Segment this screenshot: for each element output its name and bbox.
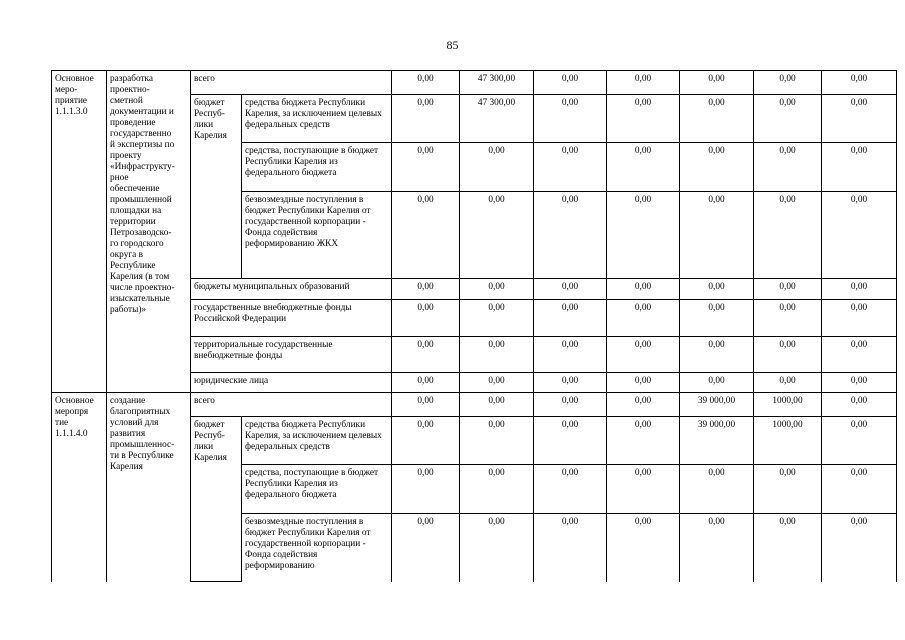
amount-cell: 0,00 (392, 71, 460, 95)
amount-cell: 0,00 (534, 465, 607, 514)
text-line: обеспечение (110, 184, 160, 194)
text-line: ти в Республике (110, 451, 174, 461)
amount-cell: 0,00 (607, 514, 680, 582)
funding-source-group (191, 95, 242, 279)
amount-cell: 0,00 (607, 143, 680, 192)
amount-cell: 0,00 (534, 143, 607, 192)
text-line: документации и (110, 107, 174, 117)
table-row (52, 71, 897, 95)
text-line: Карелия (194, 131, 227, 141)
amount-cell: 0,00 (392, 95, 460, 143)
measure-description (107, 393, 191, 582)
text-line: приятие (55, 96, 88, 106)
amount-cell: 0,00 (607, 337, 680, 373)
text-line: Респуб- (194, 431, 225, 441)
amount-cell: 0,00 (822, 143, 897, 192)
text-line: площадки на (110, 206, 162, 216)
text-line: Карелия (в том (110, 272, 170, 282)
text-line: работы)» (110, 305, 147, 315)
amount-cell: 0,00 (607, 71, 680, 95)
amount-cell: 0,00 (754, 143, 822, 192)
amount-cell: 0,00 (754, 465, 822, 514)
text-line: бюджет (194, 420, 225, 430)
text-line: й экспертизы по (110, 140, 175, 150)
funding-source: всего (191, 71, 392, 95)
amount-cell: 0,00 (680, 514, 754, 582)
amount-cell: 0,00 (392, 417, 460, 465)
amount-cell: 0,00 (607, 300, 680, 337)
funding-source: государственные внебюджетные фонды Российской Федерации (191, 300, 392, 337)
amount-cell: 0,00 (534, 300, 607, 337)
text-line: промышленнос- (110, 440, 175, 450)
funding-subsource: средства бюджета Республики Карелия, за исключением целевых федеральных средств (242, 95, 392, 143)
amount-cell: 0,00 (534, 192, 607, 279)
text-line: тие (55, 418, 69, 428)
amount-cell: 0,00 (392, 465, 460, 514)
amount-cell: 0,00 (392, 300, 460, 337)
amount-cell: 0,00 (680, 143, 754, 192)
amount-cell: 0,00 (754, 192, 822, 279)
amount-cell: 0,00 (822, 417, 897, 465)
funding-subsource: средства, поступающие в бюджет Республики Карелия из федерального бюджета (242, 465, 392, 514)
amount-cell: 0,00 (607, 393, 680, 417)
text-line: бюджет (194, 98, 225, 108)
amount-cell: 0,00 (460, 300, 534, 337)
amount-cell: 0,00 (822, 71, 897, 95)
amount-cell: 0,00 (680, 465, 754, 514)
amount-cell: 0,00 (822, 337, 897, 373)
amount-cell: 0,00 (822, 393, 897, 417)
amount-cell: 0,00 (754, 300, 822, 337)
text-line: меропря (55, 407, 89, 417)
page-number: 85 (446, 38, 459, 52)
text-line: благоприятных (110, 407, 171, 417)
measure-code (52, 393, 107, 582)
amount-cell: 47 300,00 (460, 95, 534, 143)
amount-cell: 0,00 (534, 71, 607, 95)
amount-cell: 0,00 (392, 514, 460, 582)
amount-cell: 0,00 (822, 373, 897, 393)
amount-cell: 0,00 (822, 300, 897, 337)
amount-cell: 0,00 (754, 337, 822, 373)
text-line: Карелия (194, 453, 227, 463)
text-line: сметной (110, 96, 143, 106)
text-line: Респуб- (194, 109, 225, 119)
text-line: «Инфраструкту- (110, 162, 175, 172)
amount-cell: 0,00 (607, 373, 680, 393)
amount-cell: 0,00 (392, 143, 460, 192)
amount-cell: 0,00 (607, 465, 680, 514)
funding-source-group (191, 417, 242, 582)
measure-code (52, 71, 107, 393)
measure-description (107, 71, 191, 393)
amount-cell: 1000,00 (754, 417, 822, 465)
amount-cell: 0,00 (534, 393, 607, 417)
amount-cell: 0,00 (754, 514, 822, 582)
amount-cell: 0,00 (822, 279, 897, 300)
text-line: Республике (110, 261, 156, 271)
text-line: Карелия (110, 462, 143, 472)
amount-cell: 0,00 (534, 514, 607, 582)
amount-cell: 0,00 (822, 465, 897, 514)
amount-cell: 0,00 (754, 95, 822, 143)
amount-cell: 0,00 (534, 373, 607, 393)
text-line: изыскательные (110, 294, 170, 304)
amount-cell: 0,00 (460, 514, 534, 582)
amount-cell: 0,00 (607, 192, 680, 279)
amount-cell: 0,00 (460, 337, 534, 373)
amount-cell: 0,00 (460, 143, 534, 192)
funding-source: юридические лица (191, 373, 392, 393)
amount-cell: 0,00 (680, 192, 754, 279)
text-line: рное (110, 173, 129, 183)
text-line: развития (110, 429, 146, 439)
amount-cell: 0,00 (822, 192, 897, 279)
amount-cell: 0,00 (460, 465, 534, 514)
text-line: проведение (110, 118, 156, 128)
amount-cell: 0,00 (534, 279, 607, 300)
amount-cell: 0,00 (392, 373, 460, 393)
text-line: числе проектно- (110, 283, 175, 293)
amount-cell: 0,00 (680, 373, 754, 393)
text-line: проекту (110, 151, 142, 161)
text-line: территории (110, 217, 156, 227)
amount-cell: 0,00 (392, 337, 460, 373)
text-line: проектно- (110, 85, 150, 95)
amount-cell: 0,00 (607, 417, 680, 465)
budget-table (51, 70, 897, 582)
text-line: создание (110, 396, 146, 406)
amount-cell: 0,00 (680, 337, 754, 373)
amount-cell: 0,00 (607, 279, 680, 300)
text-line: 1.1.1.4.0 (55, 429, 88, 439)
amount-cell: 0,00 (754, 373, 822, 393)
amount-cell: 0,00 (392, 393, 460, 417)
funding-source: территориальные государственные внебюджетные фонды (191, 337, 392, 373)
amount-cell: 0,00 (460, 417, 534, 465)
funding-subsource: безвозмездные поступления в бюджет Республики Карелия от государственной корпорации - Фонда содействия реформированию (242, 514, 392, 582)
amount-cell: 0,00 (680, 95, 754, 143)
text-line: 1.1.1.3.0 (55, 107, 88, 117)
text-line: лики (194, 442, 214, 452)
amount-cell: 0,00 (392, 192, 460, 279)
amount-cell: 0,00 (754, 71, 822, 95)
amount-cell: 47 300,00 (460, 71, 534, 95)
funding-source: всего (191, 393, 392, 417)
amount-cell: 0,00 (460, 373, 534, 393)
text-line: меро- (55, 85, 78, 95)
funding-subsource: средства бюджета Республики Карелия, за исключением целевых федеральных средств (242, 417, 392, 465)
amount-cell: 0,00 (822, 95, 897, 143)
amount-cell: 0,00 (822, 514, 897, 582)
text-line: Основное (55, 396, 94, 406)
amount-cell: 0,00 (534, 337, 607, 373)
amount-cell: 0,00 (534, 417, 607, 465)
funding-subsource: безвозмездные поступления в бюджет Республики Карелия от государственной корпорации - Фонда содействия реформированию ЖКХ (242, 192, 392, 279)
text-line: округа в (110, 250, 143, 260)
amount-cell: 1000,00 (754, 393, 822, 417)
amount-cell: 39 000,00 (680, 417, 754, 465)
funding-subsource: средства, поступающие в бюджет Республики Карелия из федерального бюджета (242, 143, 392, 192)
funding-source: бюджеты муниципальных образований (191, 279, 392, 300)
text-line: условий для (110, 418, 159, 428)
text-line: промышленной (110, 195, 172, 205)
amount-cell: 0,00 (460, 393, 534, 417)
table-row (52, 393, 897, 417)
amount-cell: 0,00 (680, 71, 754, 95)
amount-cell: 0,00 (534, 95, 607, 143)
text-line: Основное (55, 74, 94, 84)
text-line: разработка (110, 74, 154, 84)
amount-cell: 0,00 (680, 279, 754, 300)
text-line: Петрозаводско- (110, 228, 172, 238)
amount-cell: 0,00 (460, 192, 534, 279)
amount-cell: 0,00 (460, 279, 534, 300)
text-line: лики (194, 120, 214, 130)
amount-cell: 0,00 (680, 300, 754, 337)
amount-cell: 39 000,00 (680, 393, 754, 417)
amount-cell: 0,00 (607, 95, 680, 143)
amount-cell: 0,00 (754, 279, 822, 300)
text-line: го городского (110, 239, 164, 249)
amount-cell: 0,00 (392, 279, 460, 300)
text-line: государственно (110, 129, 172, 139)
